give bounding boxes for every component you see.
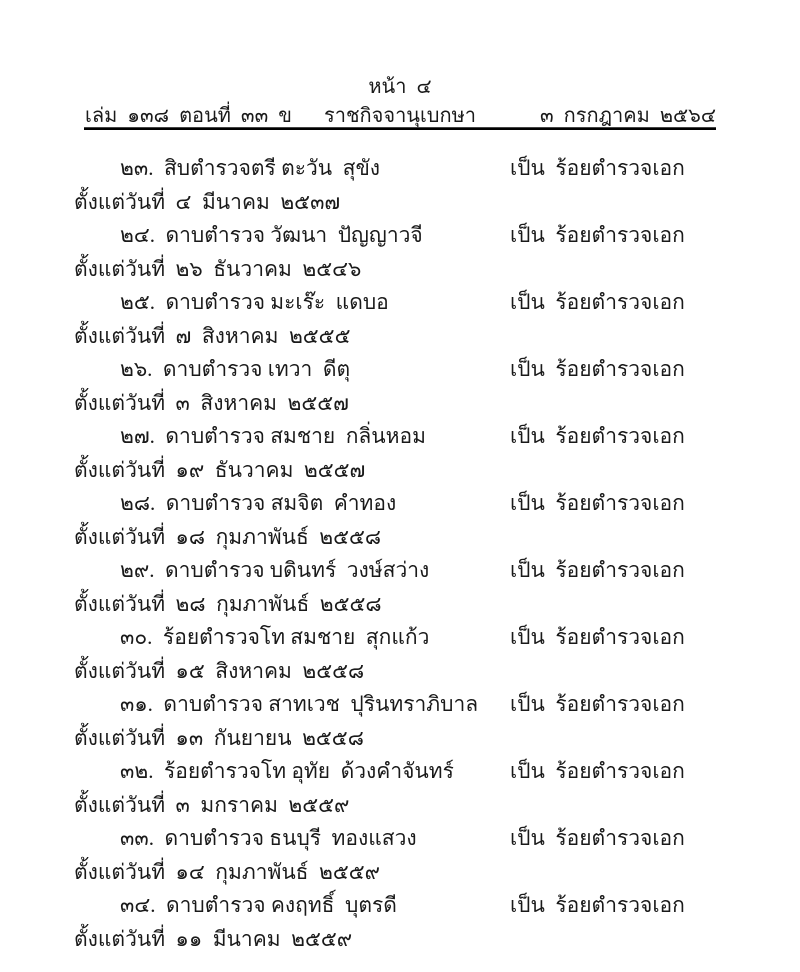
entry-promotion-to: เป็น ร้อยตำรวจเอก [510,491,685,515]
promotion-entry [0,822,800,889]
promotion-entry [0,219,800,286]
page-number-label: หน้า ๔ [368,76,432,98]
entry-number-rank-name: ๒๙. ดาบตำรวจ บดินทร์ วงษ์สว่าง [120,558,430,582]
promotion-entry [0,286,800,353]
entry-number-rank-name: ๒๘. ดาบตำรวจ สมจิต คำทอง [120,491,397,515]
entry-effective-date: ตั้งแต่วันที่ ๑๓ กันยายน ๒๕๕๘ [74,725,364,750]
promotion-entry [0,487,800,554]
entry-effective-date: ตั้งแต่วันที่ ๑๙ ธันวาคม ๒๕๕๗ [74,457,366,482]
entry-promotion-to: เป็น ร้อยตำรวจเอก [510,558,685,582]
entry-effective-date: ตั้งแต่วันที่ ๓ สิงหาคม ๒๕๕๗ [74,390,349,415]
entry-number-rank-name: ๒๔. ดาบตำรวจ วัฒนา ปัญญาวจี [120,223,423,247]
publication-date: ๓ กรกฎาคม ๒๕๖๔ [539,105,716,127]
entry-effective-date: ตั้งแต่วันที่ ๒๖ ธันวาคม ๒๕๔๖ [74,256,362,281]
entry-number-rank-name: ๓๔. ดาบตำรวจ คงฤทธิ์ บุตรดี [120,893,397,917]
volume-issue-label: เล่ม ๑๓๘ ตอนที่ ๓๓ ข [85,105,292,127]
entry-effective-date: ตั้งแต่วันที่ ๑๔ กุมภาพันธ์ ๒๕๕๙ [74,859,380,884]
entry-number-rank-name: ๒๓. สิบตำรวจตรี ตะวัน สุขัง [120,156,381,180]
entry-effective-date: ตั้งแต่วันที่ ๒๘ กุมภาพันธ์ ๒๕๕๘ [74,591,382,616]
entry-promotion-to: เป็น ร้อยตำรวจเอก [510,826,685,850]
promotion-entry [0,889,800,956]
entry-effective-date: ตั้งแต่วันที่ ๑๕ สิงหาคม ๒๕๕๘ [74,658,365,683]
promotion-entry [0,420,800,487]
header-divider-rule [84,127,716,130]
promotion-entry [0,755,800,822]
entry-promotion-to: เป็น ร้อยตำรวจเอก [510,290,685,314]
promotion-entry [0,688,800,755]
promotion-entry [0,554,800,621]
entry-promotion-to: เป็น ร้อยตำรวจเอก [510,625,685,649]
entry-number-rank-name: ๒๖. ดาบตำรวจ เทวา ดีตุ [120,357,351,381]
entry-number-rank-name: ๓๐. ร้อยตำรวจโท สมชาย สุกแก้ว [120,625,430,649]
entry-effective-date: ตั้งแต่วันที่ ๔ มีนาคม ๒๕๓๗ [74,189,341,214]
promotion-list [0,152,800,956]
promotion-entry [0,152,800,219]
entry-promotion-to: เป็น ร้อยตำรวจเอก [510,424,685,448]
entry-number-rank-name: ๒๗. ดาบตำรวจ สมชาย กลิ่นหอม [120,424,426,448]
entry-effective-date: ตั้งแต่วันที่ ๑๘ กุมภาพันธ์ ๒๕๕๘ [74,524,382,549]
entry-number-rank-name: ๒๕. ดาบตำรวจ มะเร๊ะ แดบอ [120,290,389,314]
entry-effective-date: ตั้งแต่วันที่ ๓ มกราคม ๒๕๕๙ [74,792,350,817]
promotion-entry [0,353,800,420]
entry-promotion-to: เป็น ร้อยตำรวจเอก [510,156,685,180]
entry-promotion-to: เป็น ร้อยตำรวจเอก [510,893,685,917]
gazette-title: ราชกิจจานุเบกษา [323,105,477,127]
entry-promotion-to: เป็น ร้อยตำรวจเอก [510,223,685,247]
entry-number-rank-name: ๓๑. ดาบตำรวจ สาทเวช ปุรินทราภิบาล [120,692,479,716]
entry-promotion-to: เป็น ร้อยตำรวจเอก [510,357,685,381]
entry-promotion-to: เป็น ร้อยตำรวจเอก [510,692,685,716]
entry-number-rank-name: ๓๒. ร้อยตำรวจโท อุทัย ด้วงคำจันทร์ [120,759,454,783]
entry-effective-date: ตั้งแต่วันที่ ๗ สิงหาคม ๒๕๕๕ [74,323,351,348]
entry-number-rank-name: ๓๓. ดาบตำรวจ ธนบุรี ทองแสวง [120,826,417,850]
entry-effective-date: ตั้งแต่วันที่ ๑๑ มีนาคม ๒๕๕๙ [74,926,353,951]
entry-promotion-to: เป็น ร้อยตำรวจเอก [510,759,685,783]
promotion-entry [0,621,800,688]
